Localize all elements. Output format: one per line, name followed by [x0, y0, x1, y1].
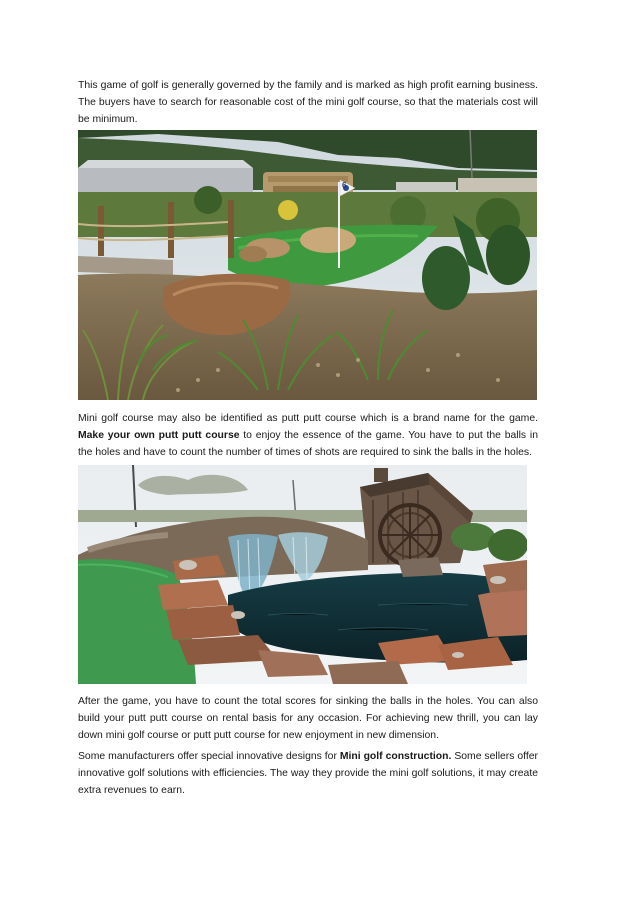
p2-text-a: Mini golf course may also be identified as putt putt course which is a brand name for the game. [78, 413, 538, 424]
paragraph-after-game: After the game, you have to count the total scores for sinking the balls in the holes. You can also build your putt putt course on rental basis for any occasion. For achieving new thrill, you can lay down mini golf course or putt putt course for new enjoyment in new dimension. [78, 696, 538, 742]
p4-text-a: Some manufacturers offer special innovative designs for [78, 751, 340, 762]
flag-number: 6 [342, 181, 347, 190]
make-your-own-putt-putt-course-link[interactable]: Make your own putt putt course [78, 430, 240, 442]
paragraph-intro: This game of golf is generally governed by the family and is marked as high profit earning business. The buyers have to search for reasonable cost of the mini golf course, so that the materials cost will be minimum. [78, 80, 538, 126]
mini-golf-waterfall-pond-photo [78, 465, 527, 684]
mini-golf-construction-link[interactable]: Mini golf construction. [339, 751, 452, 762]
p2-text-b: to enjoy the essence of the game. You have to put the balls in the holes and have to count the number of times of shots are required to sink the balls in the holes. [78, 430, 538, 459]
p4-text-b: Some sellers offer innovative golf solutions with efficiencies. The way they provide the mini golf solutions, it may create extra revenues to earn. [78, 751, 538, 797]
paragraph-putt-putt [78, 410, 538, 462]
mini-golf-rock-garden-photo [78, 130, 537, 400]
paragraph-manufacturers [78, 748, 538, 800]
